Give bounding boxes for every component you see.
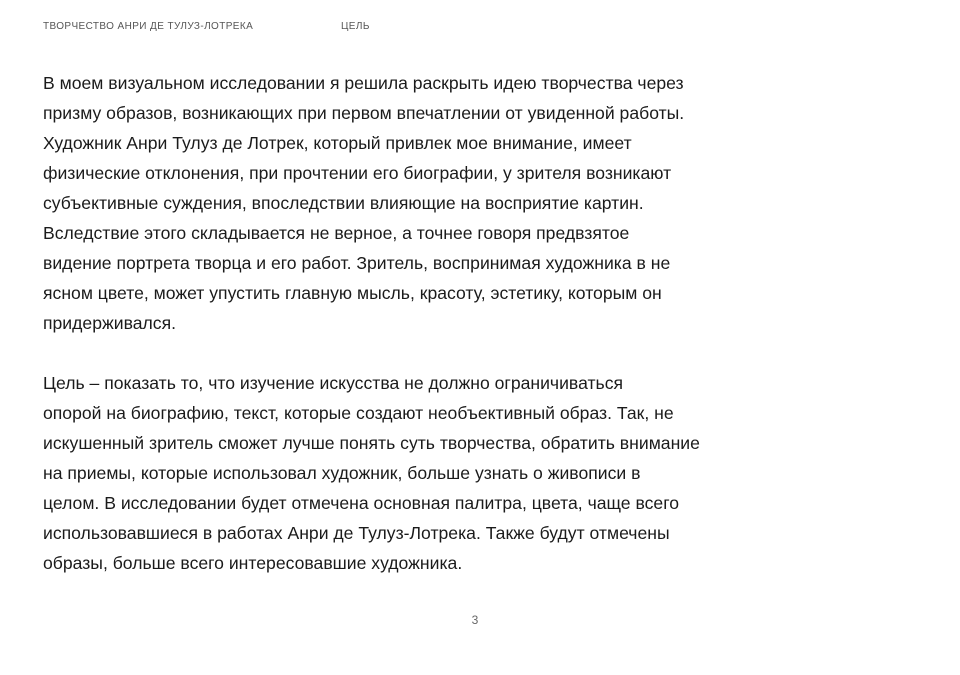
header-title: ТВОРЧЕСТВО АНРИ ДЕ ТУЛУЗ-ЛОТРЕКА [43,21,254,32]
text-line: использовавшиеся в работах Анри де Тулуз-Лотрека. Также будут отмечены [43,523,670,543]
text-line: Вследствие этого складывается не верное, а точнее говоря предвзятое [43,223,630,243]
text-line: образы, больше всего интересовавшие художника. [43,553,463,573]
text-line: целом. В исследовании будет отмечена основная палитра, цвета, чаще всего [43,493,680,513]
text-line: В моем визуальном исследовании я решила раскрыть идею творчества через [43,73,684,93]
page-header [0,21,960,35]
text-line: субъективные суждения, впоследствии влияющие на восприятие картин. [43,193,644,213]
text-line: опорой на биографию, текст, которые создают необъективный образ. Так, не [43,403,674,423]
body-text [43,68,700,578]
text-line: придерживался. [43,313,176,333]
paragraph-intro [43,68,700,338]
text-line: искушенный зритель сможет лучше понять суть творчества, обратить внимание [43,433,700,453]
paragraph-goal [43,368,700,578]
text-line: на приемы, которые использовал художник, больше узнать о живописи в [43,463,641,483]
text-line: Цель – показать то, что изучение искусства не должно ограничиваться [43,373,624,393]
text-line: ясном цвете, может упустить главную мысль, красоту, эстетику, которым он [43,283,662,303]
text-line: призму образов, возникающих при первом впечатлении от увиденной работы. [43,103,685,123]
header-section-label: ЦЕЛЬ [341,21,370,32]
page-number: 3 [471,613,479,627]
text-line: видение портрета творца и его работ. Зритель, воспринимая художника в не [43,253,671,273]
page-footer [0,613,960,627]
text-line: физические отклонения, при прочтении его биографии, у зрителя возникают [43,163,672,183]
text-line: Художник Анри Тулуз де Лотрек, который привлек мое внимание, имеет [43,133,632,153]
